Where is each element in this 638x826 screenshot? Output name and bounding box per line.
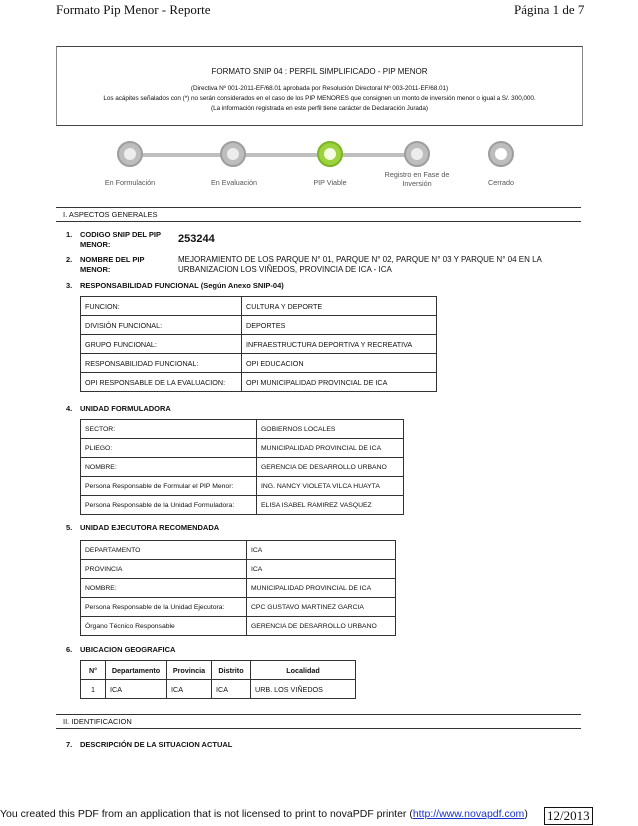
project-stage-tracker bbox=[95, 138, 535, 198]
item-number: 6. bbox=[66, 645, 73, 654]
executing-unit-table bbox=[80, 540, 396, 636]
table-row: FUNCION: CULTURA Y DEPORTE bbox=[81, 297, 437, 316]
stage-connector bbox=[125, 153, 425, 157]
report-header-title: Formato Pip Menor - Reporte bbox=[56, 2, 211, 17]
stage-node-registro bbox=[404, 141, 430, 167]
geo-location-table bbox=[80, 660, 356, 699]
stage-node-pip-viable bbox=[317, 141, 343, 167]
stage-label: Registro en Fase de Inversión bbox=[384, 170, 450, 188]
declaration-note: (La información registrada en este perfil tiene carácter de Declaración Jurada) bbox=[211, 105, 428, 112]
stage-node-cerrado bbox=[488, 141, 514, 167]
form-title: FORMATO SNIP 04 : PERFIL SIMPLIFICADO - PIP MENOR bbox=[211, 67, 428, 76]
item-number: 7. bbox=[66, 740, 73, 749]
table-row: SECTOR: GOBIERNOS LOCALES bbox=[81, 420, 404, 439]
stage-label: En Evaluación bbox=[211, 178, 257, 187]
table-row: PROVINCIA ICA bbox=[81, 560, 396, 579]
snip-code-value: 253244 bbox=[178, 233, 215, 245]
table-row: NOMBRE: GERENCIA DE DESARROLLO URBANO bbox=[81, 458, 404, 477]
table-row: PLIEGO: MUNICIPALIDAD PROVINCIAL DE ICA bbox=[81, 439, 404, 458]
stage-node-formulacion bbox=[117, 141, 143, 167]
form-title-box bbox=[56, 46, 583, 126]
section-header-aspectos-generales: I. ASPECTOS GENERALES bbox=[56, 207, 581, 222]
item-number: 3. bbox=[66, 281, 73, 290]
stage-label: PIP Viable bbox=[313, 178, 347, 187]
table-header-row: N° Departamento Provincia Distrito Localidad bbox=[81, 661, 356, 680]
table-row: NOMBRE: MUNICIPALIDAD PROVINCIAL DE ICA bbox=[81, 579, 396, 598]
table-row: DEPARTAMENTO ICA bbox=[81, 541, 396, 560]
pip-name-label: NOMBRE DEL PIP MENOR: bbox=[80, 255, 145, 274]
table-row: RESPONSABILIDAD FUNCIONAL: OPI EDUCACION bbox=[81, 354, 437, 373]
table-row: Persona Responsable de la Unidad Ejecutora: CPC GUSTAVO MARTINEZ GARCIA bbox=[81, 598, 396, 617]
novapdf-link[interactable]: http://www.novapdf.com bbox=[412, 808, 525, 820]
functional-responsibility-label: RESPONSABILIDAD FUNCIONAL (Según Anexo SNIP-04) bbox=[80, 281, 284, 290]
formulating-unit-label: UNIDAD FORMULADORA bbox=[80, 404, 171, 413]
current-situation-label: DESCRIPCIÓN DE LA SITUACION ACTUAL bbox=[80, 740, 233, 749]
page-number: Página 1 de 7 bbox=[514, 2, 585, 17]
table-row: Persona Responsable de la Unidad Formuladora: ELISA ISABEL RAMIREZ VASQUEZ bbox=[81, 496, 404, 515]
watermark-footer: You created this PDF from an application that is not licensed to print to novaPDF printer (http://www.novapdf.com) 12/2013 bbox=[0, 808, 528, 820]
table-row: Órgano Técnico Responsable GERENCIA DE DESARROLLO URBANO bbox=[81, 617, 396, 636]
stage-node-evaluacion bbox=[220, 141, 246, 167]
stage-label: Cerrado bbox=[488, 178, 514, 187]
table-row: 1 ICA ICA ICA URB. LOS VIÑEDOS bbox=[81, 680, 356, 699]
table-row: Persona Responsable de Formular el PIP Menor: ING. NANCY VIOLETA VILCA HUAYTA bbox=[81, 477, 404, 496]
item-number: 1. bbox=[66, 230, 73, 239]
item-number: 2. bbox=[66, 255, 73, 264]
item-number: 5. bbox=[66, 523, 73, 532]
pip-name-value: MEJORAMIENTO DE LOS PARQUE N° 01, PARQUE N° 02, PARQUE N° 03 Y PARQUE N° 04 EN LA URBANIZACION LOS VIÑEDOS, PROVINCIA DE ICA - ICA bbox=[178, 255, 542, 274]
functional-responsibility-table bbox=[80, 296, 437, 392]
section-header-identificacion: II. IDENTIFICACION bbox=[56, 714, 581, 729]
table-row: GRUPO FUNCIONAL: INFRAESTRUCTURA DEPORTIVA Y RECREATIVA bbox=[81, 335, 437, 354]
executing-unit-label: UNIDAD EJECUTORA RECOMENDADA bbox=[80, 523, 220, 532]
scope-note: Los acápites señalados con (*) no serán considerados en el caso de los PIP MENORES que consignen un monto de inversión menor o igual a S/. 300,000. bbox=[103, 95, 536, 102]
table-row: OPI RESPONSABLE DE LA EVALUACION: OPI MUNICIPALIDAD PROVINCIAL DE ICA bbox=[81, 373, 437, 392]
table-row: DIVISIÓN FUNCIONAL: DEPORTES bbox=[81, 316, 437, 335]
footer-date: 12/2013 bbox=[544, 807, 593, 825]
formulating-unit-table bbox=[80, 419, 404, 515]
snip-code-label: CODIGO SNIP DEL PIP MENOR: bbox=[80, 230, 161, 249]
stage-label: En Formulación bbox=[104, 178, 156, 187]
item-number: 4. bbox=[66, 404, 73, 413]
directive-note: (Directiva Nº 001-2011-EF/68.01 aprobada por Resolución Directoral Nº 003-2011-EF/68.01) bbox=[190, 85, 449, 92]
geo-location-label: UBICACION GEOGRAFICA bbox=[80, 645, 176, 654]
